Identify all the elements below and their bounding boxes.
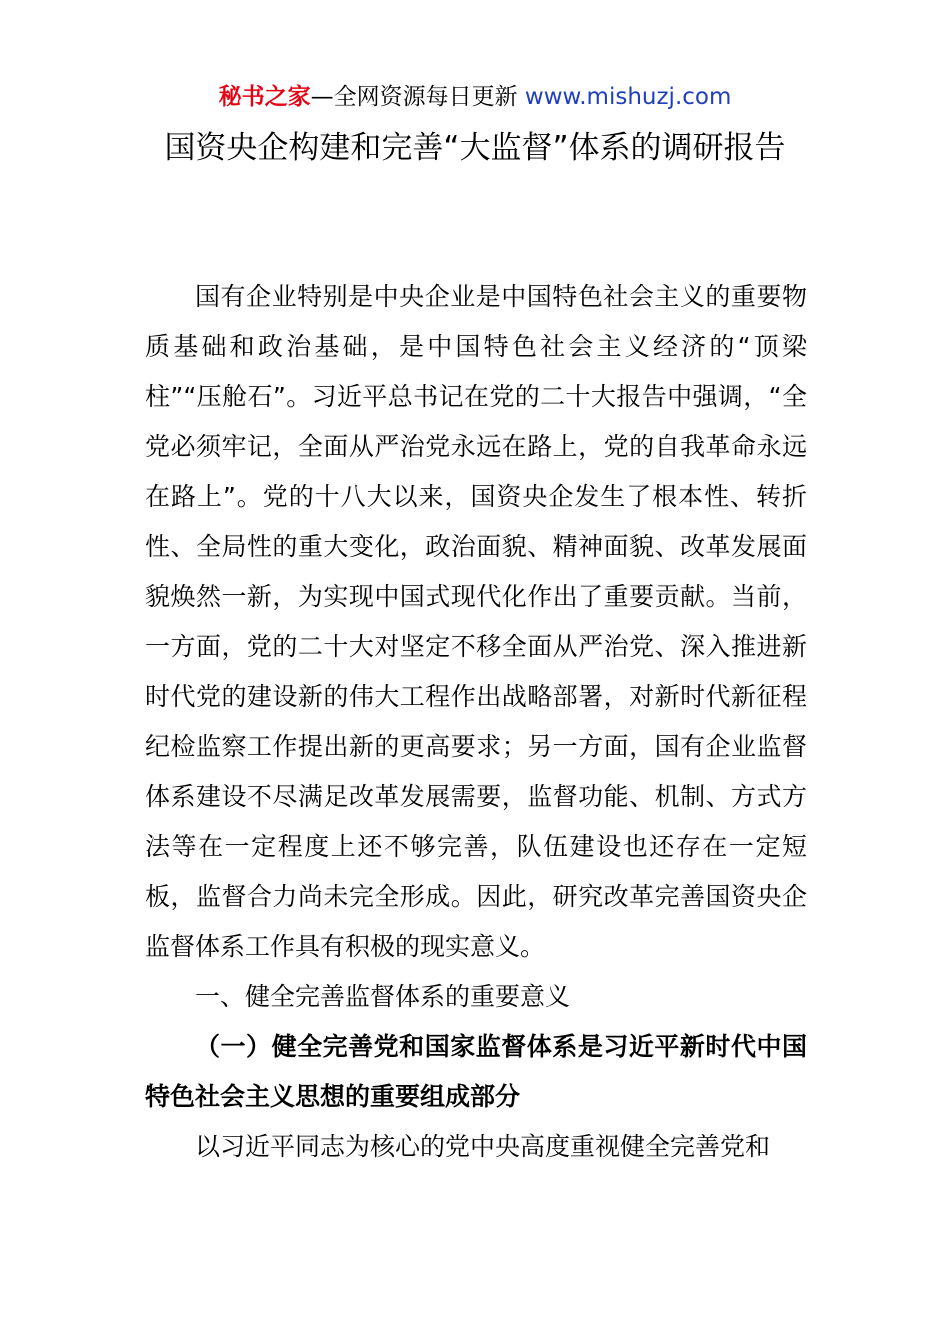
body-paragraph: 以习近平同志为核心的党中央高度重视健全完善党和 <box>195 1132 771 1161</box>
header-tagline: —全网资源每日更新 <box>310 84 525 110</box>
site-url[interactable]: www.mishuzj.com <box>524 84 732 110</box>
brand-name: 秘书之家 <box>218 84 311 110</box>
site-header <box>0 80 950 114</box>
document-body <box>145 272 807 1172</box>
subsection-heading: （一）健全完善党和国家监督体系是习近平新时代中国特色社会主义思想的重要组成部分 <box>145 1032 807 1111</box>
intro-paragraph: 国有企业特别是中央企业是中国特色社会主义的重要物质基础和政治基础，是中国特色社会主义经济的“顶梁柱”“压舱石”。习近平总书记在党的二十大报告中强调，“全党必须牢记，全面从严治党永远在路上，党的自我革命永远在路上”。党的十八大以来，国资央企发生了根本性、转折性、全局性的重大变化，政治面貌、精神面貌、改革发展面貌焕然一新，为实现中国式现代化作出了重要贡献。当前，一方面，党的二十大对坚定不移全面从严治党、深入推进新时代党的建设新的伟大工程作出战略部署，对新时代新征程纪检监察工作提出新的更高要求；另一方面，国有企业监督体系建设不尽满足改革发展需要，监督功能、机制、方式方法等在一定程度上还不够完善，队伍建设也还存在一定短板，监督合力尚未完全形成。因此，研究改革完善国资央企监督体系工作具有积极的现实意义。 <box>145 282 807 961</box>
document-title: 国资央企构建和完善“大监督”体系的调研报告 <box>164 130 786 166</box>
section-heading: 一、健全完善监督体系的重要意义 <box>195 982 571 1011</box>
